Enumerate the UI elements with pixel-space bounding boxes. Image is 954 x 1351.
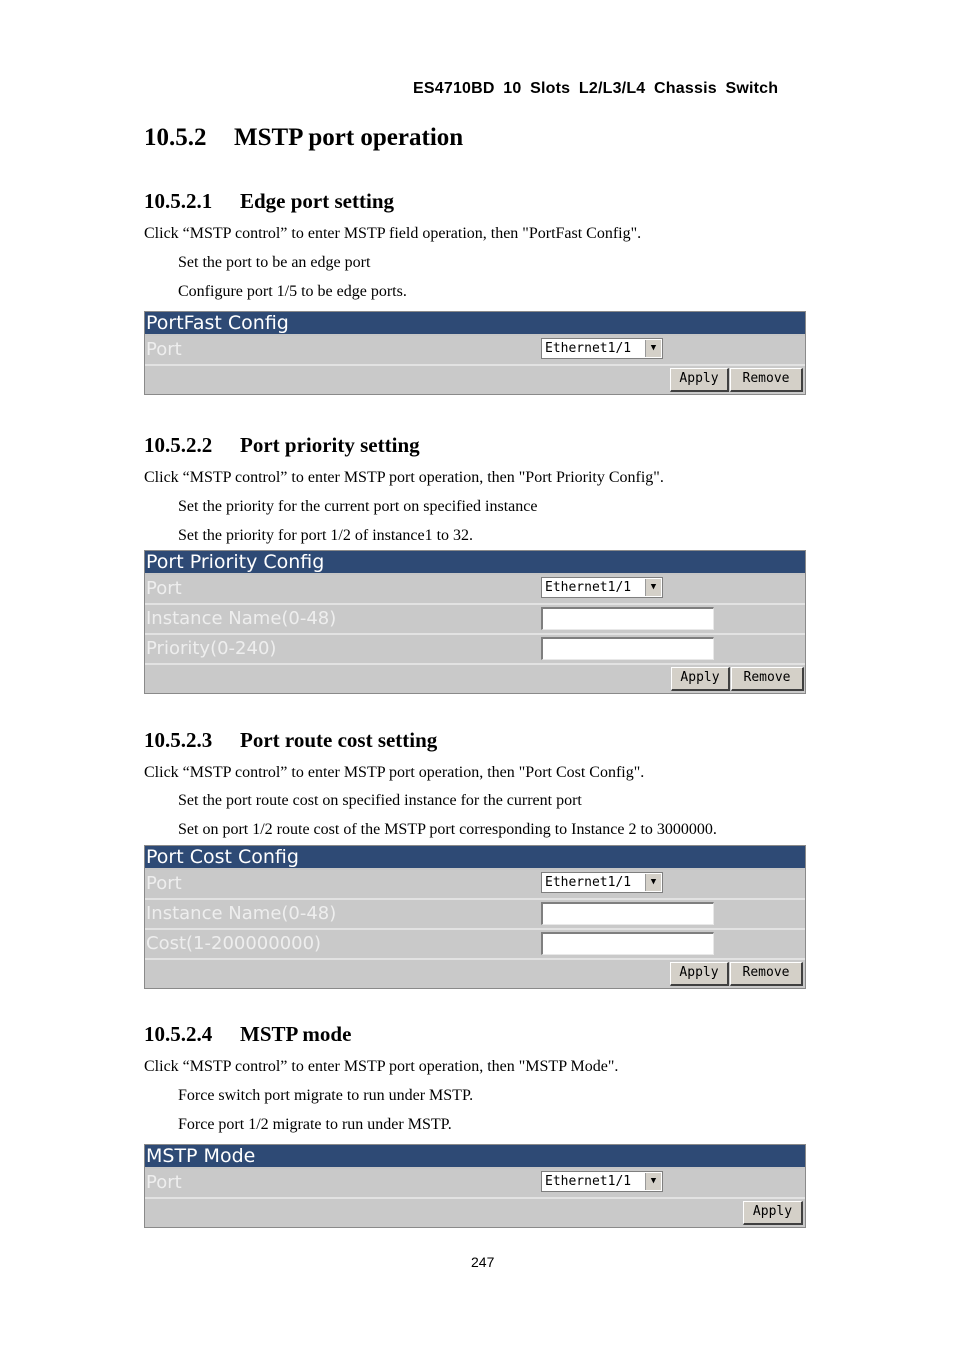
document-header: ES4710BD 10 Slots L2/L3/L4 Chassis Switch xyxy=(413,80,779,97)
edge-desc: Set the port to be an edge port xyxy=(178,254,371,271)
mode-intro: Click “MSTP control” to enter MSTP port operation, then "MSTP Mode". xyxy=(144,1058,619,1075)
instance-row xyxy=(145,605,805,635)
apply-button[interactable]: Apply xyxy=(670,962,729,986)
remove-button[interactable]: Remove xyxy=(730,368,803,392)
apply-button[interactable]: Apply xyxy=(671,667,730,691)
mstp-mode-panel xyxy=(144,1144,806,1228)
remove-button[interactable]: Remove xyxy=(731,667,804,691)
priority-title: Port priority setting xyxy=(240,433,420,457)
chevron-down-icon[interactable]: ▼ xyxy=(645,579,661,596)
priority-example: Set the priority for port 1/2 of instance1 to 32. xyxy=(178,527,474,544)
mode-number: 10.5.2.4 xyxy=(144,1022,213,1046)
cost-row xyxy=(145,930,805,960)
port-label: Port xyxy=(146,339,182,360)
port-row xyxy=(145,1169,805,1199)
port-select[interactable] xyxy=(541,577,663,598)
chevron-down-icon[interactable]: ▼ xyxy=(645,1173,661,1190)
portfast-config-panel xyxy=(144,311,806,395)
panel-title: PortFast Config xyxy=(145,312,805,336)
port-select-value: Ethernet1/1 xyxy=(545,341,632,356)
cost-input[interactable] xyxy=(541,932,714,955)
page-number: 247 xyxy=(471,1254,495,1270)
button-row xyxy=(145,960,805,988)
mode-heading xyxy=(144,1022,351,1047)
cost-heading xyxy=(144,728,437,753)
apply-button[interactable]: Apply xyxy=(743,1201,803,1225)
priority-input[interactable] xyxy=(541,637,714,660)
instance-label: Instance Name(0-48) xyxy=(146,608,337,629)
section-number: 10.5.2 xyxy=(144,124,207,151)
port-row xyxy=(145,336,805,366)
chevron-down-icon[interactable]: ▼ xyxy=(645,874,661,891)
port-cost-config-panel xyxy=(144,845,806,989)
edge-number: 10.5.2.1 xyxy=(144,189,213,213)
button-row xyxy=(145,1199,805,1227)
port-select-value: Ethernet1/1 xyxy=(545,1174,632,1189)
cost-example: Set on port 1/2 route cost of the MSTP port corresponding to Instance 2 to 3000000. xyxy=(178,821,717,838)
button-row xyxy=(145,366,805,394)
port-label: Port xyxy=(146,873,182,894)
panel-title: Port Cost Config xyxy=(145,846,805,870)
edge-example: Configure port 1/5 to be edge ports. xyxy=(178,283,407,300)
port-select-value: Ethernet1/1 xyxy=(545,875,632,890)
apply-button[interactable]: Apply xyxy=(670,368,729,392)
panel-title: Port Priority Config xyxy=(145,551,805,575)
button-row xyxy=(145,665,805,693)
port-label: Port xyxy=(146,1172,182,1193)
priority-intro: Click “MSTP control” to enter MSTP port operation, then "Port Priority Config". xyxy=(144,469,664,486)
port-priority-config-panel xyxy=(144,550,806,694)
port-select-value: Ethernet1/1 xyxy=(545,580,632,595)
priority-number: 10.5.2.2 xyxy=(144,433,213,457)
instance-row xyxy=(145,900,805,930)
edge-title: Edge port setting xyxy=(240,189,394,213)
priority-desc: Set the priority for the current port on specified instance xyxy=(178,498,538,515)
edge-heading xyxy=(144,189,394,214)
section-title: MSTP port operation xyxy=(234,124,464,151)
priority-row xyxy=(145,635,805,665)
cost-intro: Click “MSTP control” to enter MSTP port operation, then "Port Cost Config". xyxy=(144,764,645,781)
port-select[interactable] xyxy=(541,872,663,893)
mode-title: MSTP mode xyxy=(240,1022,352,1046)
port-select[interactable] xyxy=(541,338,663,359)
cost-label: Cost(1-200000000) xyxy=(146,933,322,954)
instance-input[interactable] xyxy=(541,902,714,925)
instance-label: Instance Name(0-48) xyxy=(146,903,337,924)
mode-desc: Force switch port migrate to run under MSTP. xyxy=(178,1087,474,1104)
priority-heading xyxy=(144,433,420,458)
panel-title: MSTP Mode xyxy=(145,1145,805,1169)
priority-label: Priority(0-240) xyxy=(146,638,277,659)
remove-button[interactable]: Remove xyxy=(730,962,803,986)
port-row xyxy=(145,575,805,605)
cost-number: 10.5.2.3 xyxy=(144,728,213,752)
cost-title: Port route cost setting xyxy=(240,728,438,752)
chevron-down-icon[interactable]: ▼ xyxy=(645,340,661,357)
section-heading xyxy=(144,124,463,152)
port-select[interactable] xyxy=(541,1171,663,1192)
cost-desc: Set the port route cost on specified instance for the current port xyxy=(178,792,582,809)
instance-input[interactable] xyxy=(541,607,714,630)
port-label: Port xyxy=(146,578,182,599)
port-row xyxy=(145,870,805,900)
mode-example: Force port 1/2 migrate to run under MSTP. xyxy=(178,1116,452,1133)
edge-intro: Click “MSTP control” to enter MSTP field operation, then "PortFast Config". xyxy=(144,225,642,242)
